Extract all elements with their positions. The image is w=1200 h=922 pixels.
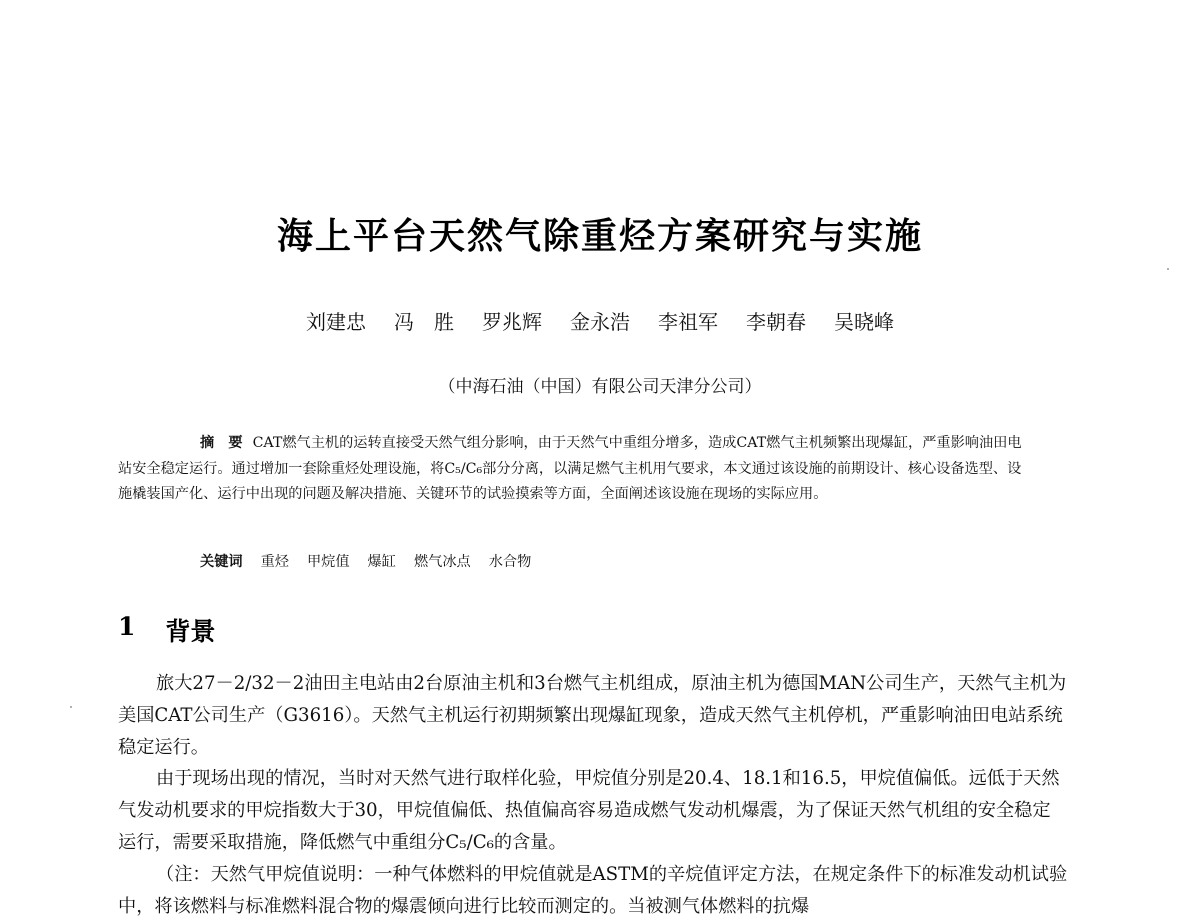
abstract [118,431,1030,508]
scan-speck [1167,268,1169,270]
keywords [200,551,531,571]
author-name: 李祖军 [658,310,718,334]
keyword: 燃气冰点 [413,554,471,570]
keyword: 爆缸 [367,554,396,570]
paragraph: 由于现场出现的情况，当时对天然气进行取样化验，甲烷值分别是20.4、18.1和16.5，甲烷值偏低。远低于天然气发动机要求的甲烷指数大于30，甲烷值偏低、热值偏高容易造成燃气发动机爆震，为了保证天然气机组的安全稳定运行，需要采取措施，降低燃气中重组分C₅/C₆的含量。 [118,768,1060,853]
paper-title: 海上平台天然气除重烃方案研究与实施 [276,216,923,257]
author-list [0,306,1200,335]
author-name: 吴晓峰 [834,310,894,334]
keyword: 重烃 [260,554,289,570]
affiliation: （中海石油（中国）有限公司天津分公司） [438,377,762,397]
author-name: 刘建忠 [306,310,366,334]
abstract-label: 摘 要 [200,435,243,451]
paragraph: （注：天然气甲烷值说明：一种气体燃料的甲烷值就是ASTM的辛烷值评定方法，在规定条件下的标准发动机试验中，将该燃料与标准燃料混合物的爆震倾向进行比较而测定的。当被测气体燃料的抗爆 [118,863,1068,917]
section-heading [118,612,215,648]
keyword: 水合物 [488,554,532,570]
body-text [118,668,1068,922]
section-title: 背景 [165,617,216,646]
paragraph: 旅大27－2/32－2油田主电站由2台原油主机和3台燃气主机组成，原油主机为德国MAN公司生产，天然气主机为美国CAT公司生产（G3616）。天然气主机运行初期频繁出现爆缸现象，造成天然气主机停机，严重影响油田电站系统稳定运行。 [118,673,1067,758]
section-number: 1 [118,612,136,641]
keyword: 甲烷值 [306,554,350,570]
keywords-label: 关键词 [200,554,243,570]
author-name: 罗兆辉 [482,310,542,334]
author-name: 李朝春 [746,310,806,334]
author-name: 金永浩 [570,310,630,334]
author-name: 冯 胜 [394,310,454,334]
scan-speck [70,706,72,708]
abstract-text: CAT燃气主机的运转直接受天然气组分影响，由于天然气中重组分增多，造成CAT燃气主机频繁出现爆缸，严重影响油田电站安全稳定运行。通过增加一套除重烃处理设施，将C₅/C₆部分分离，以满足燃气主机用气要求，本文通过该设施的前期设计、核心设备选型、设施橇装国产化、运行中出现的问题及解决措施、关键环节的试验摸索等方面，全面阐述该设施在现场的实际应用。 [118,435,1022,502]
